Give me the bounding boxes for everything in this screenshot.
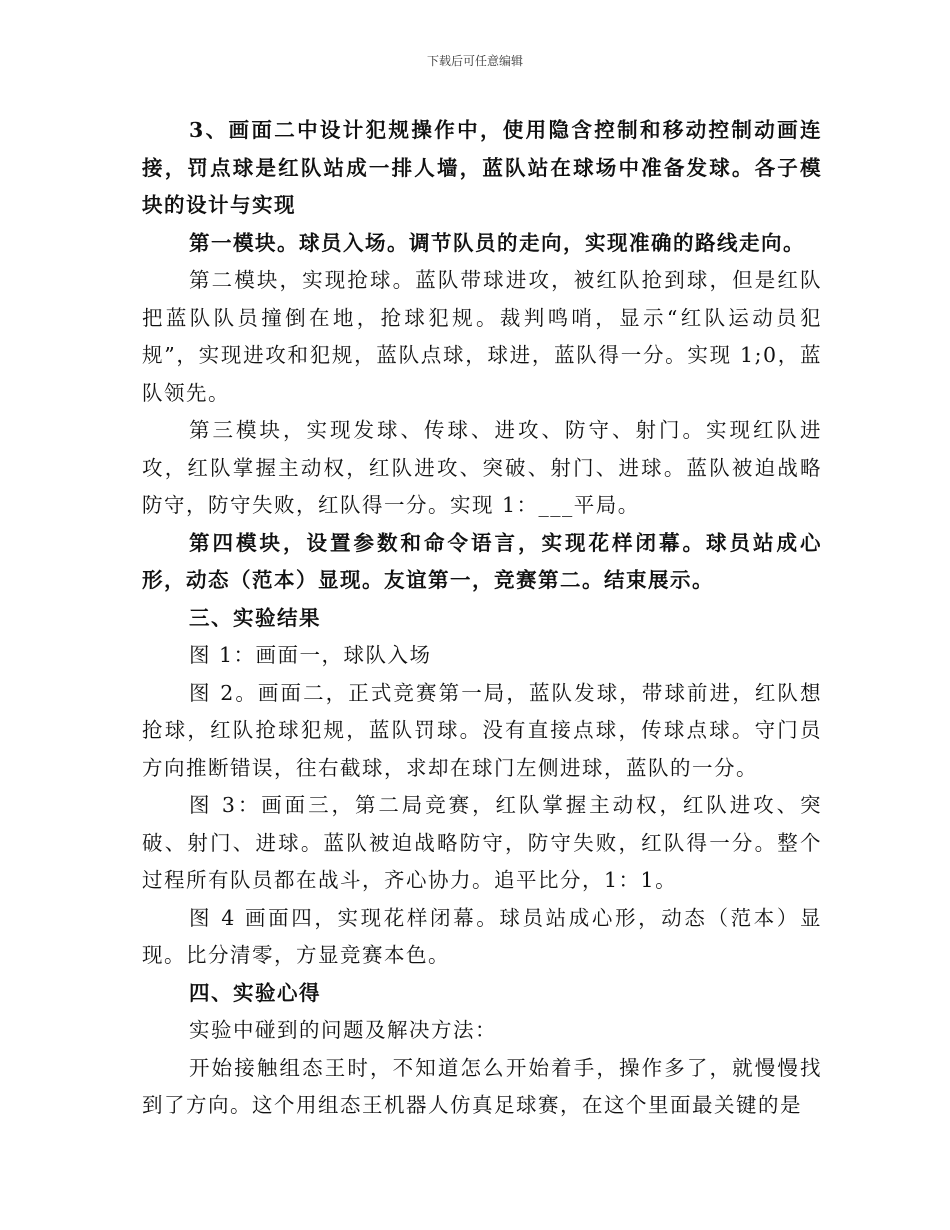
paragraph-figure-2: 图 2。画面二，正式竞赛第一局，蓝队发球，带球前进，红队想抢球，红队抢球犯规，蓝队罚球。没有直接点球，传球点球。守门员方向推断错误，往右截球，求却在球门左侧进球，蓝队的一分。 xyxy=(142,680,822,780)
paragraph-module-2: 第二模块，实现抢球。蓝队带球进攻，被红队抢到球，但是红队把蓝队队员撞倒在地，抢球犯规。裁判鸣哨，显示“红队运动员犯规”，实现进攻和犯规，蓝队点球，球进，蓝队得一分。实现 1;0，蓝队领先。 xyxy=(142,268,822,405)
page-header: 下载后可任意编辑 xyxy=(426,54,523,68)
paragraph-figure-4: 图 4 画面四，实现花样闭幕。球员站成心形，动态（范本）显现。比分清零，方显竞赛本色。 xyxy=(142,905,822,967)
paragraph-figure-3: 图 3：画面三，第二局竞赛，红队掌握主动权，红队进攻、突破、射门、进球。蓝队被迫战略防守，防守失败，红队得一分。整个过程所有队员都在战斗，齐心协力。追平比分，1：1。 xyxy=(142,793,822,892)
paragraph-figure-1: 图 1：画面一，球队入场 xyxy=(189,643,432,667)
section-heading-results: 三、实验结果 xyxy=(189,605,321,630)
paragraph-module-4: 第四模块，设置参数和命令语言，实现花样闭幕。球员站成心形，动态（范本）显现。友谊第一，竞赛第二。结束展示。 xyxy=(142,530,822,592)
section-heading-insights: 四、实验心得 xyxy=(189,980,321,1005)
paragraph-step-3: 3、画面二中设计犯规操作中，使用隐含控制和移动控制动画连接，罚点球是红队站成一排人墙，蓝队站在球场中准备发球。各子模块的设计与实现 xyxy=(142,118,822,217)
document-body xyxy=(142,112,822,1125)
paragraph-module-1: 第一模块。球员入场。调节队员的走向，实现准确的路线走向。 xyxy=(189,230,805,255)
paragraph-problems-intro: 实验中碰到的问题及解决方法： xyxy=(189,1018,497,1042)
paragraph-module-3: 第三模块，实现发球、传球、进攻、防守、射门。实现红队进攻，红队掌握主动权，红队进攻、突破、射门、进球。蓝队被迫战略防守，防守失败，红队得一分。实现 1：___平局。 xyxy=(142,418,822,517)
paragraph-problems-body: 开始接触组态王时，不知道怎么开始着手，操作多了，就慢慢找到了方向。这个用组态王机器人仿真足球赛，在这个里面最关键的是 xyxy=(142,1055,822,1117)
